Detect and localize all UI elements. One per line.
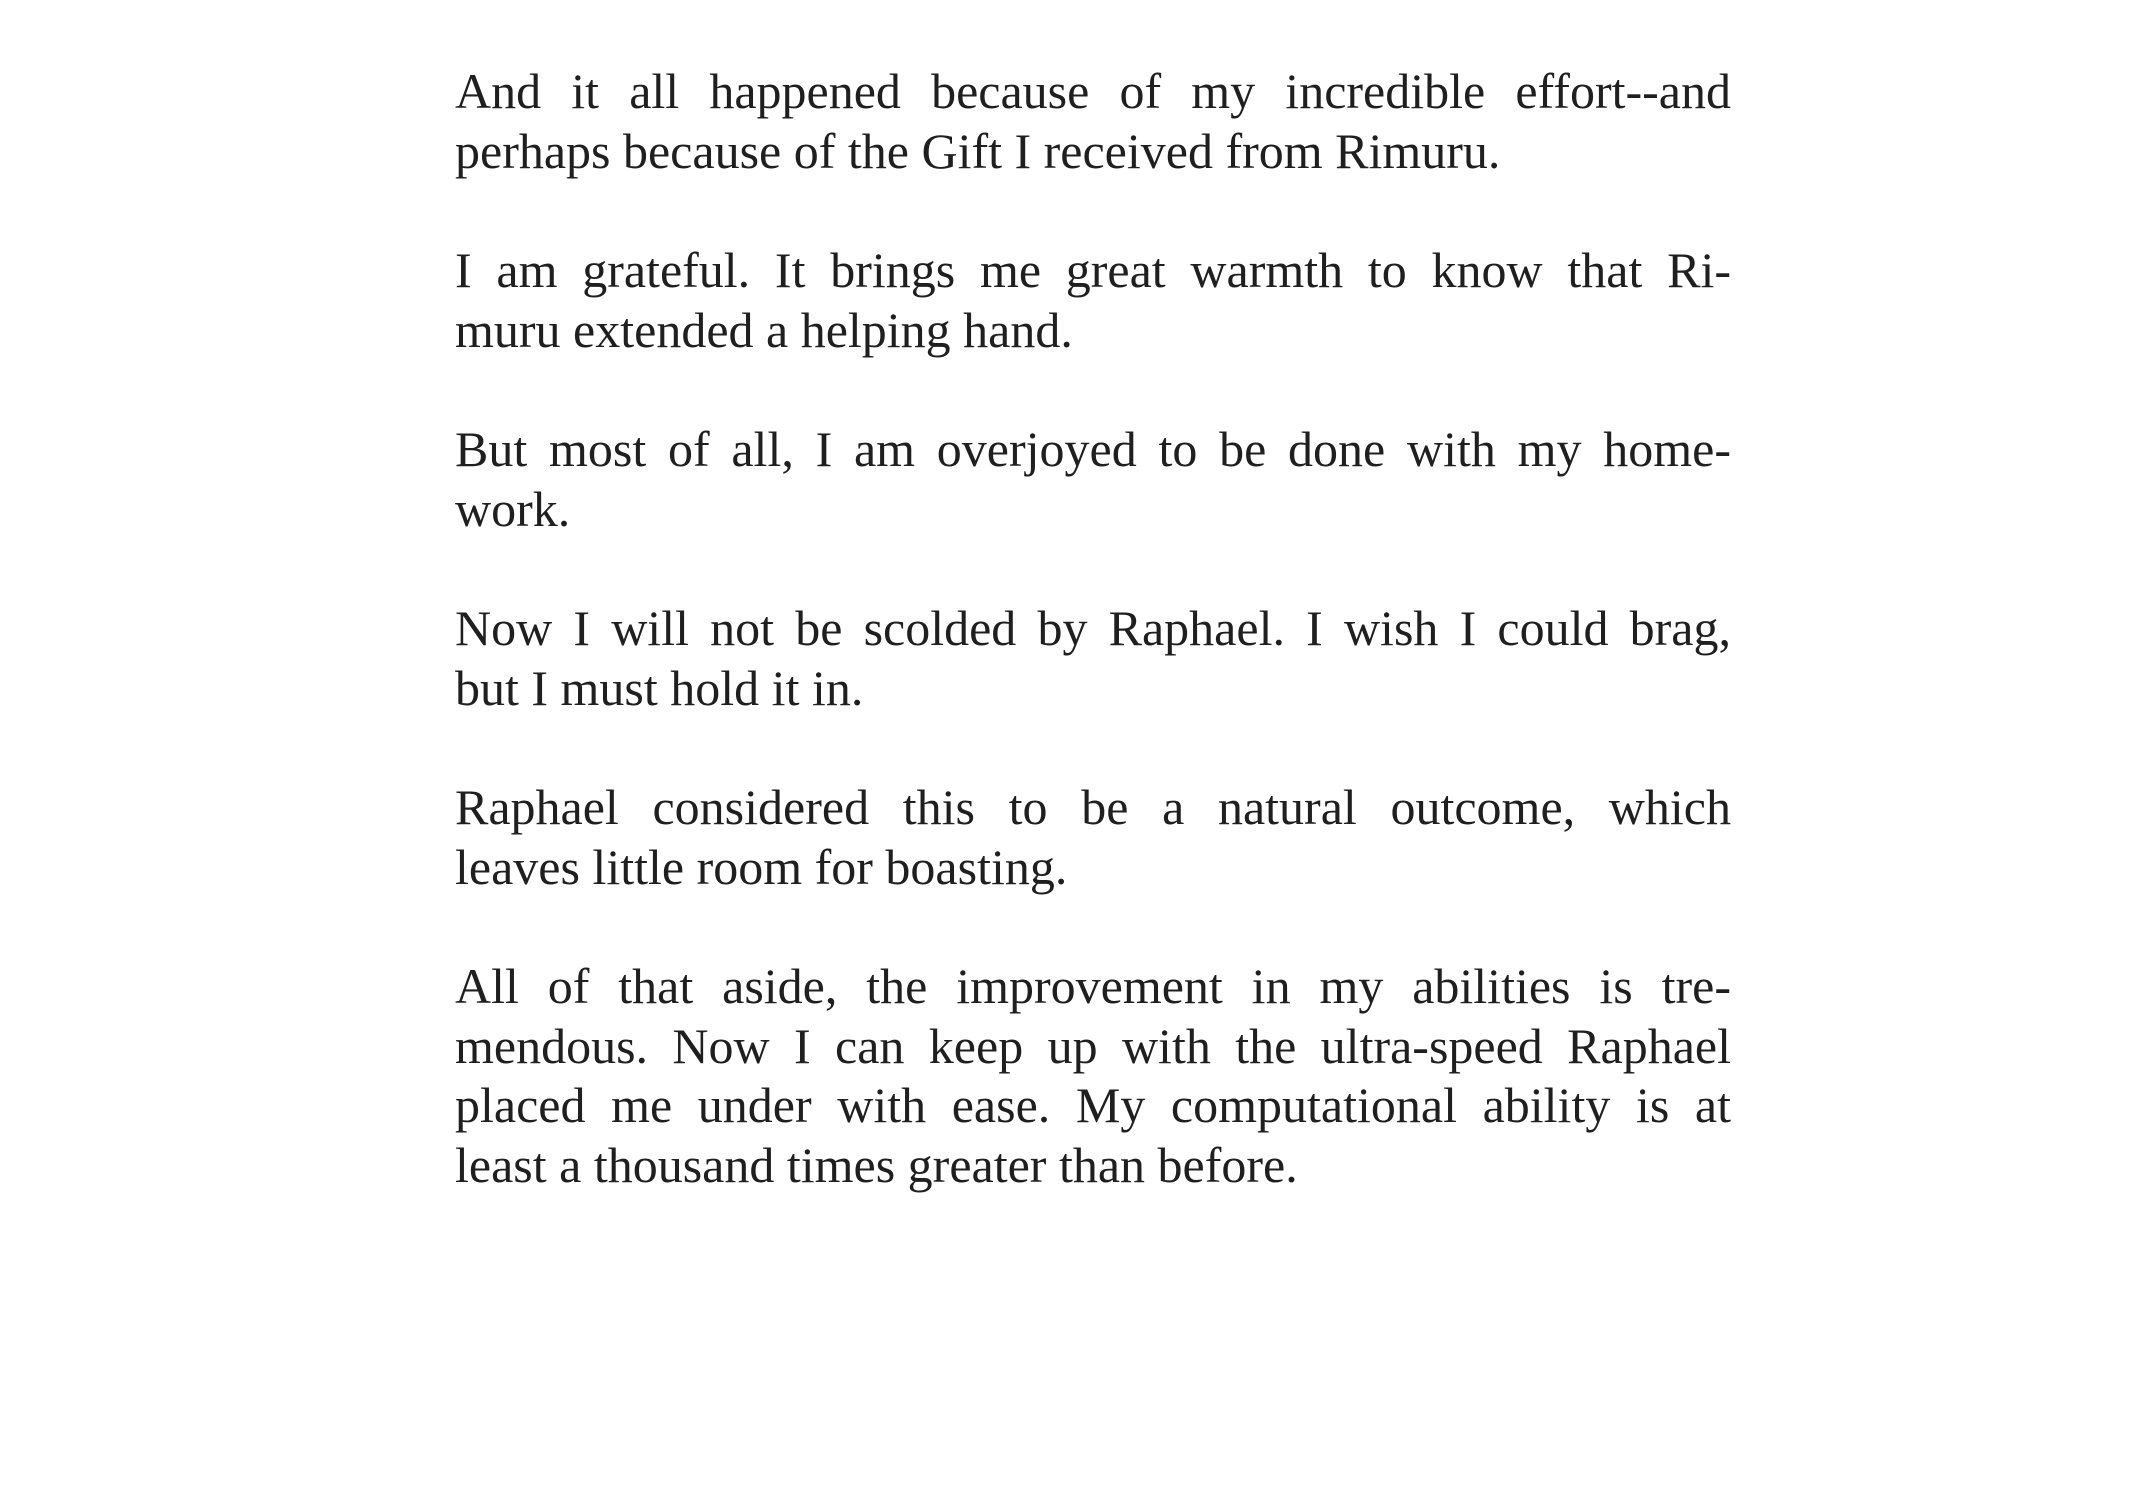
text-line: leaves little room for boasting.	[455, 838, 1068, 895]
paragraph-3	[455, 420, 1731, 539]
body-text	[455, 62, 1731, 1255]
text-line: muru extended a helping hand.	[455, 301, 1073, 358]
text-line: work.	[455, 480, 571, 537]
paragraph-1	[455, 62, 1731, 181]
text-line: Now I will not be scolded by Raphael. I wish I could brag,	[455, 600, 1731, 656]
paragraph-5	[455, 778, 1731, 897]
text-line: placed me under with ease. My computational ability is at	[455, 1077, 1731, 1133]
text-line: perhaps because of the Gift I received from Rimuru.	[455, 122, 1501, 179]
text-line: mendous. Now I can keep up with the ultra-speed Raphael	[455, 1017, 1731, 1074]
text-line: Raphael considered this to be a natural outcome, which	[455, 779, 1731, 835]
text-line: least a thousand times greater than before.	[455, 1136, 1298, 1193]
text-line: I am grateful. It brings me great warmth to know that Ri-	[455, 242, 1731, 298]
paragraph-6	[455, 957, 1731, 1195]
text-line: But most of all, I am overjoyed to be done with my home-	[455, 421, 1731, 477]
text-line: All of that aside, the improvement in my abilities is tre-	[455, 958, 1731, 1014]
paragraph-2	[455, 241, 1731, 360]
text-line: And it all happened because of my incredible effort--and	[455, 63, 1731, 119]
paragraph-4	[455, 599, 1731, 718]
text-line: but I must hold it in.	[455, 659, 864, 716]
